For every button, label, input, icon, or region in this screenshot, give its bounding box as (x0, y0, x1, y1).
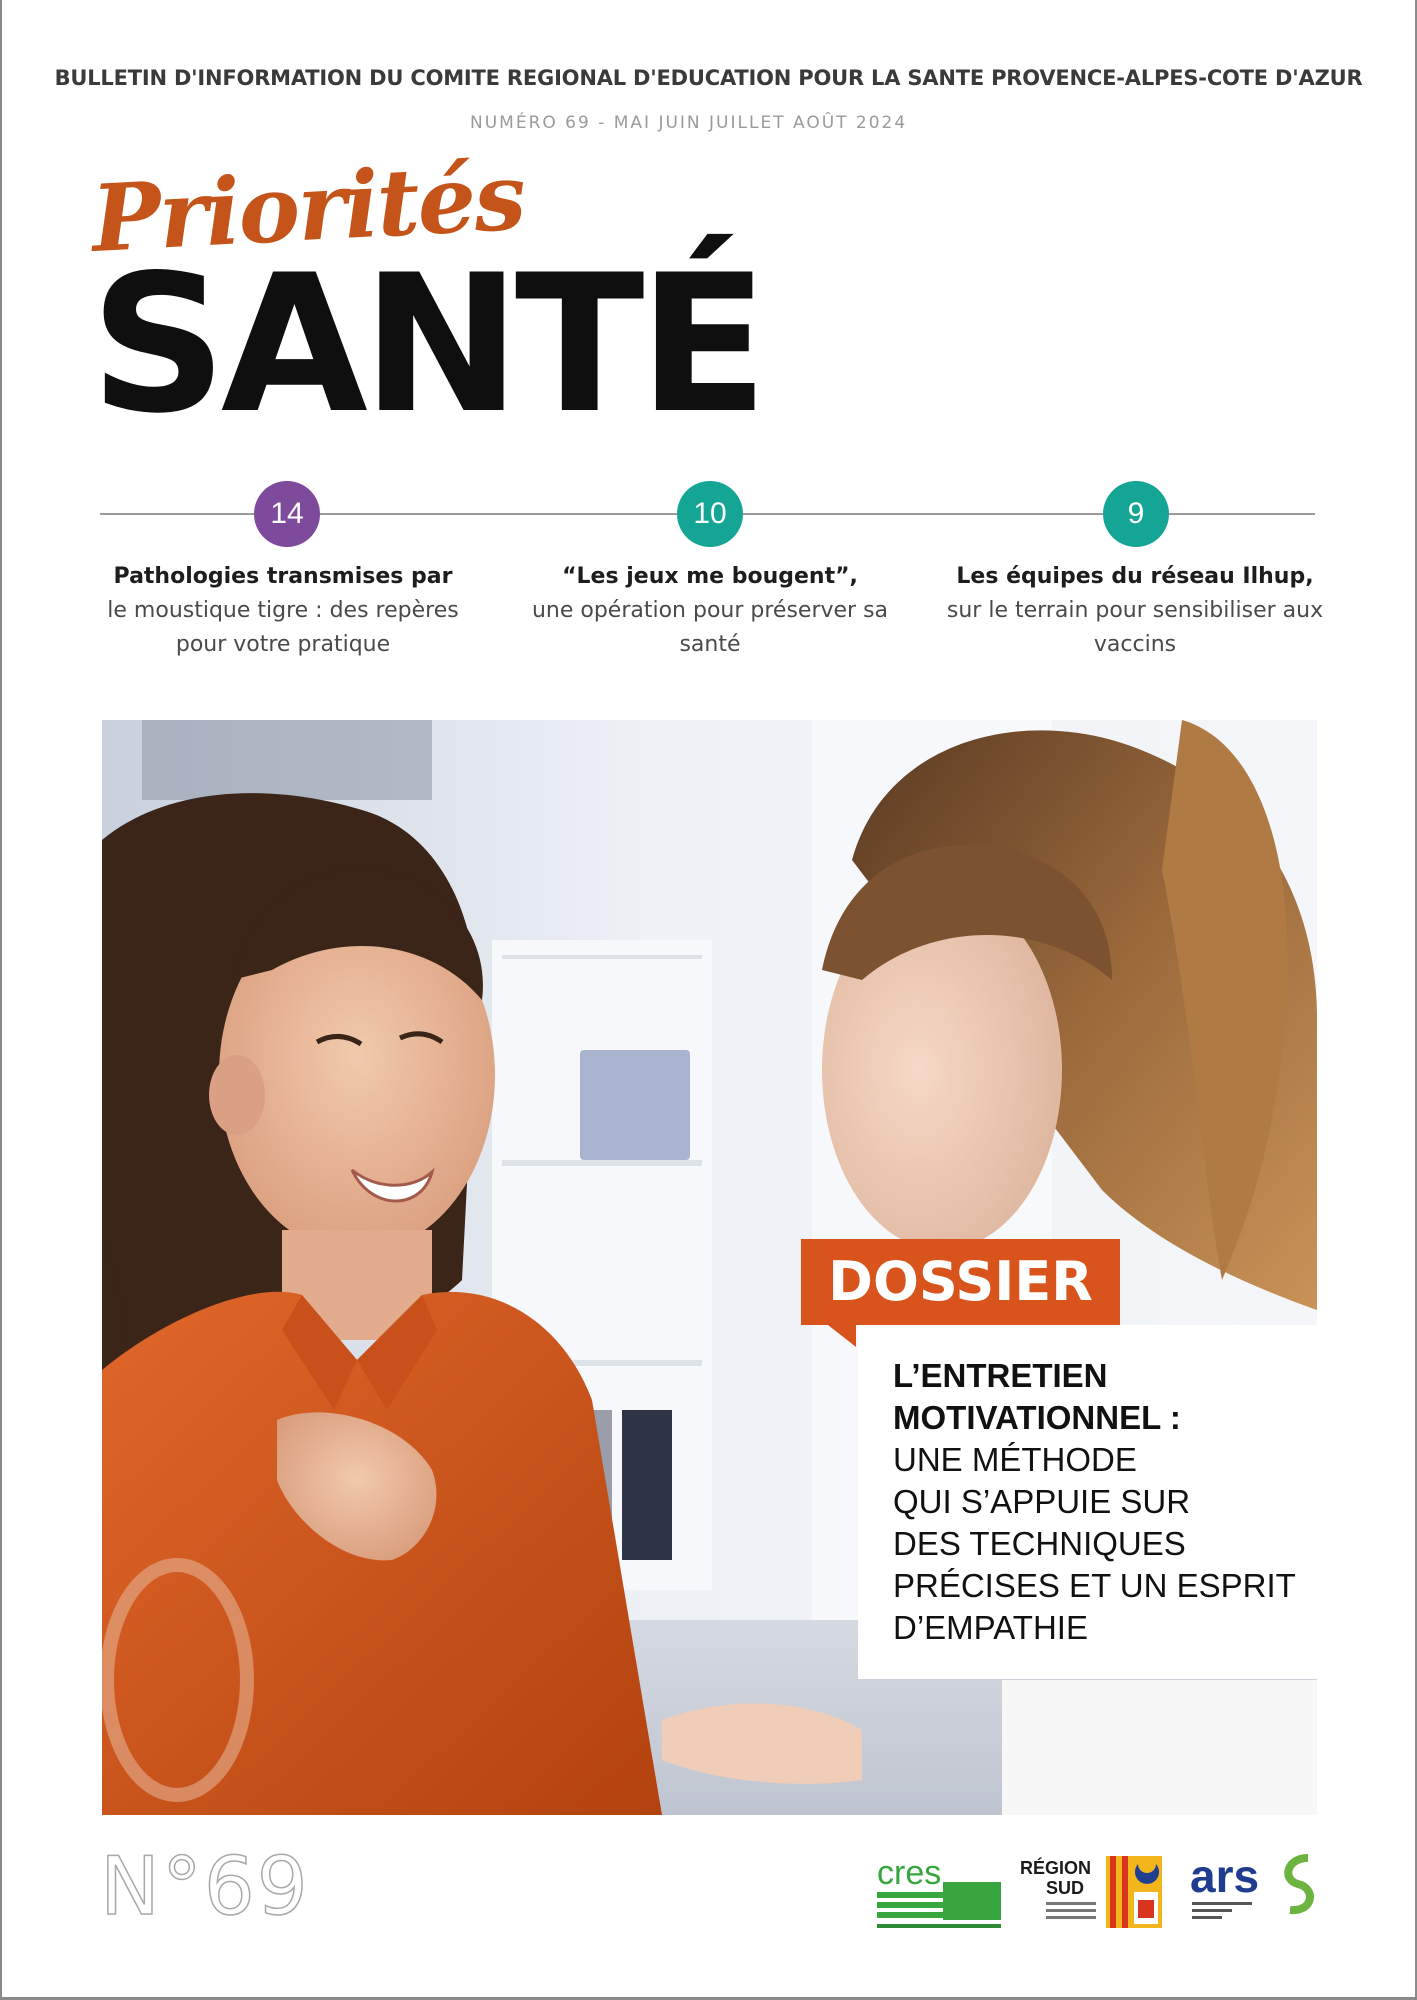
teaser-lead: Pathologies transmises par (113, 564, 453, 589)
title-script: Priorités (89, 142, 527, 273)
teaser-page-badge[interactable]: 10 (677, 481, 743, 547)
dossier-title-line: L’ENTRETIEN (893, 1357, 1108, 1394)
teaser-lead: “Les jeux me bougent”, (562, 564, 858, 589)
region-sud-logo[interactable] (1018, 1852, 1166, 1932)
teaser-text: sur le terrain pour sensibiliser aux vaccins (946, 598, 1324, 657)
region-logo-line: RÉGION (1020, 1858, 1092, 1878)
dossier-subtitle-line: PRÉCISES ET UN ESPRIT (893, 1567, 1296, 1604)
teaser-text: une opération pour préserver sa santé (531, 598, 889, 657)
dossier-tag-tail (828, 1325, 856, 1347)
teaser-page-badge[interactable]: 14 (254, 481, 320, 547)
issue-line: NUMÉRO 69 - MAI JUIN JUILLET AOÛT 2024 (470, 113, 908, 133)
dossier-headline[interactable] (858, 1325, 1317, 1679)
dossier-tag: DOSSIER (801, 1239, 1120, 1325)
teaser-text: le moustique tigre : des repères pour votre pratique (107, 598, 459, 657)
dossier-subtitle-line: QUI S’APPUIE SUR (893, 1483, 1191, 1520)
teaser-page-badge[interactable]: 9 (1103, 481, 1169, 547)
teaser-vaccins[interactable] (945, 560, 1325, 662)
region-logo-line: SUD (1046, 1878, 1085, 1898)
bulletin-header: BULLETIN D'INFORMATION DU COMITE REGIONAL D'EDUCATION POUR LA SANTE PROVENCE-ALPES-COTE D'AZUR (54, 66, 1363, 90)
dossier-title-line: MOTIVATIONNEL : (893, 1399, 1181, 1436)
issue-number: N°69 (100, 1840, 310, 1933)
region-sud-logo-mark (1018, 1852, 1166, 1932)
dossier-subtitle-line: DES TECHNIQUES (893, 1525, 1186, 1562)
dossier-subtitle-line: UNE MÉTHODE (893, 1441, 1137, 1478)
ars-logo-text: ars (1190, 1852, 1260, 1902)
cres-logo-text: cres (877, 1854, 942, 1892)
title-main: SANTÉ (90, 234, 763, 455)
ars-logo[interactable] (1190, 1852, 1322, 1932)
dossier-subtitle-line: D’EMPATHIE (893, 1609, 1088, 1646)
teaser-lead: Les équipes du réseau Ilhup, (956, 564, 1314, 589)
cres-logo[interactable] (873, 1852, 1005, 1932)
cres-logo-mark (873, 1852, 1005, 1932)
teaser-moustique[interactable] (93, 560, 473, 662)
ars-logo-mark (1190, 1852, 1322, 1932)
teaser-jeux[interactable] (520, 560, 900, 662)
